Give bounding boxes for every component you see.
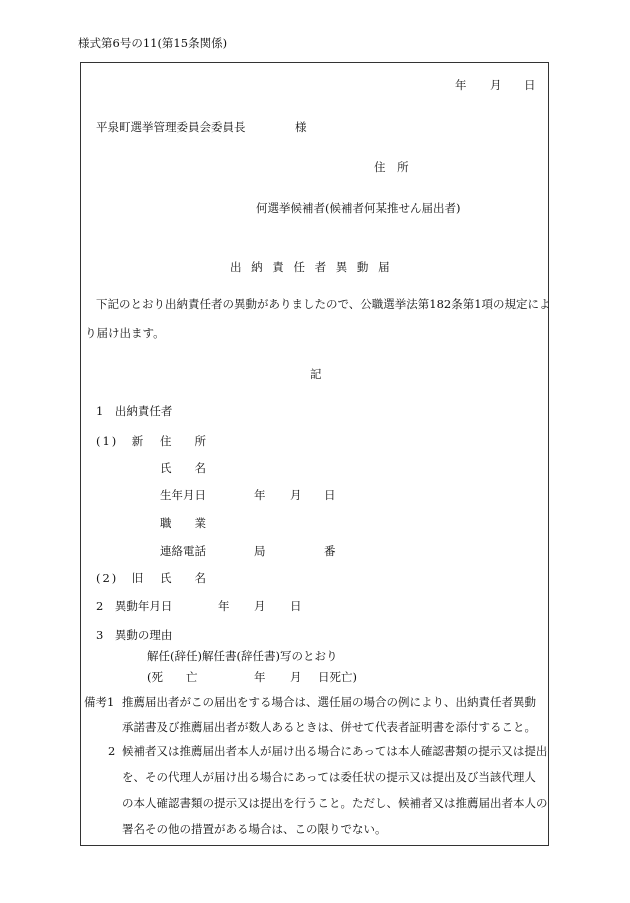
section2-heading: 2 異動年月日 xyxy=(96,599,173,613)
death-open: (死 亡 xyxy=(147,670,198,684)
document-title: 出 納 責 任 者 異 動 届 xyxy=(230,260,393,274)
addressee-name: 平泉町選挙管理委員会委員長 xyxy=(96,120,246,134)
addressee-honorific: 様 xyxy=(295,120,307,134)
ki-heading: 記 xyxy=(310,367,322,381)
death-year: 年 xyxy=(254,670,266,684)
section2-month: 月 xyxy=(254,599,266,613)
intro-line-2: り届け出ます。 xyxy=(85,326,165,340)
address-label: 住 所 xyxy=(374,160,413,174)
section2-day: 日 xyxy=(290,599,302,613)
note1-line2: 承諾書及び推薦届出者が数人あるときは、併せて代表者証明書を添付すること。 xyxy=(122,720,536,734)
note2-line2: を、その代理人が届け出る場合にあっては委任状の提示又は提出及び当該代理人 xyxy=(122,770,536,784)
note2-line4: 署名その他の措置がある場合は、この限りでない。 xyxy=(122,822,387,836)
reason-text: 解任(辞任)解任書(辞任書)写のとおり xyxy=(147,649,338,663)
section3-heading: 3 異動の理由 xyxy=(96,628,173,642)
date-day: 日 xyxy=(524,78,536,92)
section1-heading: 1 出納責任者 xyxy=(96,404,173,418)
note2-line1: 候補者又は推薦届出者本人が届け出る場合にあっては本人確認書類の提示又は提出 xyxy=(122,744,548,758)
birth-day: 日 xyxy=(324,488,336,502)
date-year: 年 xyxy=(455,78,467,92)
form-number: 様式第6号の11(第15条関係) xyxy=(78,36,228,50)
birth-year: 年 xyxy=(254,488,266,502)
notes-label: 備考1 xyxy=(84,695,115,709)
birth-label: 生年月日 xyxy=(160,488,206,502)
birth-month: 月 xyxy=(290,488,302,502)
note2-number: 2 xyxy=(108,744,116,758)
old-name-label: 氏 名 xyxy=(160,571,206,585)
section2-year: 年 xyxy=(218,599,230,613)
death-month: 月 xyxy=(290,670,302,684)
old-label: (2) 旧 xyxy=(96,571,146,585)
date-month: 月 xyxy=(490,78,502,92)
phone-label: 連絡電話 xyxy=(160,544,206,558)
note1-line1: 推薦届出者がこの届出をする場合は、選任届の場合の例により、出納責任者異動 xyxy=(122,695,536,709)
death-day-close: 日死亡) xyxy=(318,670,357,684)
phone-kyoku: 局 xyxy=(254,544,266,558)
intro-line-1: 下記のとおり出納責任者の異動がありましたので、公職選挙法第182条第1項の規定によ xyxy=(96,297,551,311)
new-name-label: 氏 名 xyxy=(160,461,206,475)
new-label: (1) 新 xyxy=(96,434,146,448)
phone-ban: 番 xyxy=(324,544,336,558)
occupation-label: 職 業 xyxy=(160,516,206,530)
note2-line3: の本人確認書類の提示又は提出を行うこと。ただし、候補者又は推薦届出者本人の xyxy=(122,796,548,810)
submitter-label: 何選挙候補者(候補者何某推せん届出者) xyxy=(256,201,461,215)
new-address-label: 住 所 xyxy=(160,434,206,448)
